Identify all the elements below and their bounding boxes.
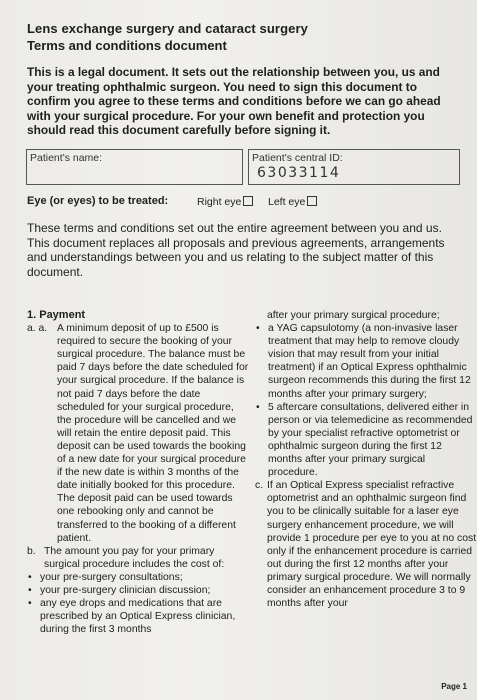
list-item xyxy=(255,322,477,401)
document-title: Lens exchange surgery and cataract surgery xyxy=(27,21,308,36)
left-eye-checkbox[interactable] xyxy=(307,196,317,206)
bullet-text: a YAG capsulotomy (a non-invasive laser treatment that may help to remove cloudy vision that may result from your initial treatment) if an Optical Express ophthalmic surgeon recommends this during the first 12 months after your primary surgery; xyxy=(268,323,471,400)
bullet-icon: • xyxy=(28,598,32,610)
clause-b-text: The amount you pay for your primary surgical procedure includes the cost of: xyxy=(44,545,225,570)
bullet-icon: • xyxy=(28,571,32,583)
patient-name-field[interactable] xyxy=(26,149,243,185)
clause-a-text: A minimum deposit of up to £500 is required to secure the booking of your surgical procedure. The balance must be paid 7 days before the date scheduled for your surgical procedure. If the balance is not paid 7 days before the date scheduled for your surgical procedure, the procedure will be cancelled and we will retain the entire deposit paid. This deposit can be used towards the booking of a new date for your surgical procedure if the new date is within 3 months of the date initially booked for this procedure. The deposit paid can be used towards one rebooking only and cannot be transferred to the booking of a different patient. xyxy=(57,323,249,544)
right-eye-option[interactable] xyxy=(197,196,253,208)
bullet-icon: • xyxy=(256,401,260,413)
bullet-text: 5 aftercare consultations, delivered either in person or via telemedicine as recommended by your specialist refractive optometrist or ophthalmic surgeon during the first 12 months after your primary surgical procedure. xyxy=(268,401,473,479)
eye-label: Eye (or eyes) to be treated: xyxy=(27,195,169,207)
page-number: Page 1 xyxy=(441,682,467,691)
list-item xyxy=(27,571,249,584)
continued-text: after your primary surgical procedure; xyxy=(267,310,440,321)
left-eye-label: Left eye xyxy=(268,196,306,208)
patient-id-field[interactable] xyxy=(248,149,460,185)
legal-notice: This is a legal document. It sets out the relationship between you, us and your treating ophthalmic surgeon. You need to sign this document to confirm you agree to these terms and conditions before we can go ahead with your surgical procedure. For your own benefit and protection you should read this document carefully before signing it. xyxy=(27,65,441,137)
clause-c xyxy=(255,479,477,610)
bullet-icon: • xyxy=(28,584,32,596)
left-eye-option[interactable] xyxy=(268,196,317,208)
list-item xyxy=(255,401,477,480)
clause-c-text: If an Optical Express specialist refractive optometrist and an ophthalmic surgeon find you to be clinically suitable for a laser eye surgery enhancement procedure, we will provide 1 procedure per eye to you at no cost only if the enhancement procedure is carried out during the first 12 months after your primary surgical procedure. We will normally consider an enhancement procedure 3 to 9 months after your xyxy=(267,480,477,610)
section-heading-payment: 1. Payment xyxy=(27,309,86,321)
right-eye-checkbox[interactable] xyxy=(243,196,253,206)
bullet-text: your pre-surgery consultations; xyxy=(40,571,183,583)
bullet-icon: • xyxy=(256,323,260,335)
left-column xyxy=(27,309,249,636)
clause-b xyxy=(27,545,249,571)
clause-a-marker: a. a. xyxy=(27,323,48,335)
bullet-text: any eye drops and medications that are prescribed by an Optical Express clinician, during the first 3 months xyxy=(40,598,236,636)
right-column xyxy=(255,309,477,610)
clause-b-marker: b. xyxy=(27,545,36,557)
clause-c-marker: c. xyxy=(255,480,264,492)
clause-a xyxy=(27,322,249,545)
eye-selection-label xyxy=(27,195,168,207)
list-item xyxy=(27,597,249,636)
right-eye-label: Right eye xyxy=(197,196,242,208)
patient-id-value: 63033114 xyxy=(257,165,341,181)
list-item xyxy=(27,584,249,597)
intro-paragraph: These terms and conditions set out the entire agreement between you and us. This document replaces all proposals and previous agreements, arrangements and understandings between you and us relating to the subject matter of this document. xyxy=(27,221,445,279)
document-subtitle: Terms and conditions document xyxy=(27,38,227,53)
patient-name-label: Patient's name: xyxy=(30,152,103,164)
bullet-text: your pre-surgery clinician discussion; xyxy=(40,584,211,596)
patient-id-label: Patient's central ID: xyxy=(252,152,343,164)
